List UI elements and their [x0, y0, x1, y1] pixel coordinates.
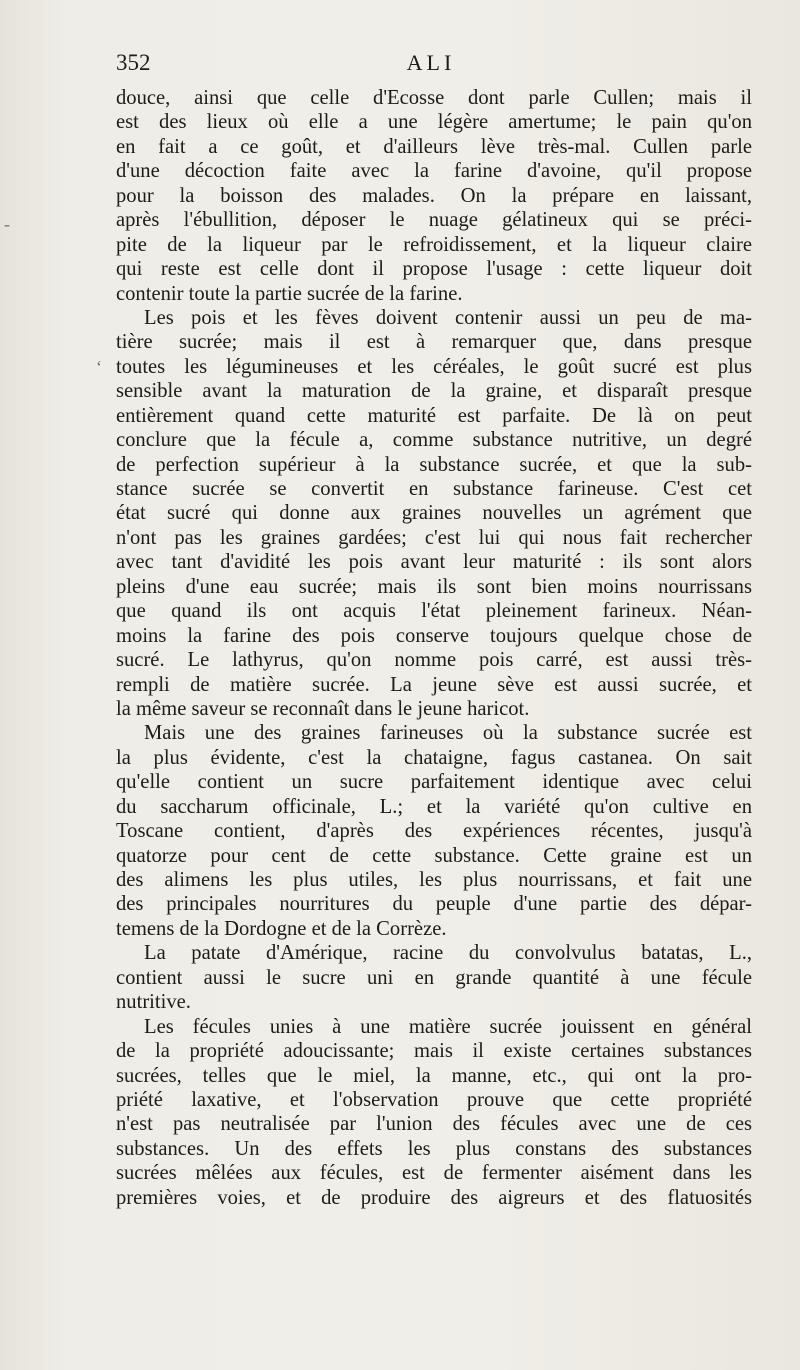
- text-line: substances. Un des effets les plus constans des substances: [116, 1137, 752, 1160]
- text-line: entièrement quand cette maturité est parfaite. De là on peut: [116, 404, 752, 427]
- text-line: n'ont pas les graines gardées; c'est lui qui nous fait rechercher: [116, 526, 752, 549]
- text-line: n'est pas neutralisée par l'union des fécules avec une de ces: [116, 1113, 752, 1136]
- text-line: La patate d'Amérique, racine du convolvulus batatas, L.,: [144, 942, 752, 965]
- text-line: des principales nourritures du peuple d'une partie des dépar-: [116, 893, 752, 916]
- text-line: Les fécules unies à une matière sucrée jouissent en général: [144, 1015, 752, 1038]
- text-line: après l'ébullition, déposer le nuage gélatineux qui se préci-: [116, 209, 752, 232]
- text-line: priété laxative, et l'observation prouve que cette propriété: [116, 1088, 752, 1111]
- text-line: sucrées mêlées aux fécules, est de fermenter aisément dans les: [116, 1162, 752, 1185]
- text-line: avec tant d'avidité les pois avant leur maturité : ils sont alors: [116, 551, 752, 574]
- text-line: pite de la liqueur par le refroidissement, et la liqueur claire: [116, 233, 752, 256]
- text-line: pour la boisson des malades. On la prépare en laissant,: [116, 184, 752, 207]
- text-line: douce, ainsi que celle d'Ecosse dont parle Cullen; mais il: [116, 87, 752, 109]
- text-line: Mais une des graines farineuses où la substance sucrée est: [144, 722, 752, 745]
- text-line: en fait a ce goût, et d'ailleurs lève très-mal. Cullen parle: [116, 135, 752, 158]
- text-line: contient aussi le sucre uni en grande quantité à une fécule: [116, 966, 752, 989]
- text-line: la plus évidente, c'est la chataigne, fagus castanea. On sait: [116, 746, 752, 769]
- text-line: Les pois et les fèves doivent contenir aussi un peu de ma-: [144, 306, 752, 329]
- text-line: conclure que la fécule a, comme substance nutritive, un degré: [116, 429, 752, 452]
- text-line: sensible avant la maturation de la graine, et disparaît presque: [116, 380, 752, 403]
- text-line: état sucré qui donne aux graines nouvelles un agrément que: [116, 502, 752, 525]
- text-line: contenir toute la partie sucrée de la farine.: [116, 282, 463, 305]
- text-line: pleins d'une eau sucrée; mais ils sont bien moins nourrissans: [116, 575, 752, 598]
- body-text: [116, 86, 752, 1210]
- text-line: sucré. Le lathyrus, qu'on nomme pois carré, est aussi très-: [116, 649, 752, 672]
- text-line: qu'elle contient un sucre parfaitement identique avec celui: [116, 771, 752, 794]
- page-header: [116, 50, 746, 82]
- text-line: qui reste est celle dont il propose l'usage : cette liqueur doit: [116, 258, 752, 281]
- running-head: ALI: [406, 50, 456, 75]
- text-line: Toscane contient, d'après des expériences récentes, jusqu'à: [116, 820, 752, 843]
- margin-tick-mark: ‘: [96, 357, 102, 377]
- text-line: de perfection supérieur à la substance sucrée, et que la sub-: [116, 453, 752, 476]
- text-line: nutritive.: [116, 991, 191, 1014]
- page-number: 352: [116, 50, 151, 75]
- text-line: que quand ils ont acquis l'état pleinement farineux. Néan-: [116, 600, 752, 623]
- text-line: d'une décoction faite avec la farine d'avoine, qu'il propose: [116, 160, 752, 183]
- text-line: toutes les légumineuses et les céréales, le goût sucré est plus: [116, 355, 752, 378]
- text-line: du saccharum officinale, L.; et la variété qu'on cultive en: [116, 795, 752, 818]
- text-line: stance sucrée se convertit en substance farineuse. C'est cet: [116, 478, 752, 500]
- margin-dash-mark: -: [4, 214, 10, 234]
- text-line: de la propriété adoucissante; mais il existe certaines substances: [116, 1040, 752, 1063]
- text-line: tière sucrée; mais il est à remarquer que, dans presque: [116, 331, 752, 354]
- text-line: sucrées, telles que le miel, la manne, etc., qui ont la pro-: [116, 1064, 752, 1087]
- text-line: moins la farine des pois conserve toujours quelque chose de: [116, 624, 752, 647]
- text-line: premières voies, et de produire des aigreurs et des flatuosités: [116, 1186, 752, 1209]
- text-line: est des lieux où elle a une légère amertume; le pain qu'on: [116, 111, 752, 134]
- text-line: la même saveur se reconnaît dans le jeune haricot.: [116, 697, 530, 720]
- text-line: quatorze pour cent de cette substance. Cette graine est un: [116, 844, 752, 867]
- text-line: temens de la Dordogne et de la Corrèze.: [116, 917, 447, 940]
- text-line: rempli de matière sucrée. La jeune sève est aussi sucrée, et: [116, 673, 752, 696]
- text-line: des alimens les plus utiles, les plus nourrissans, et fait une: [116, 869, 752, 891]
